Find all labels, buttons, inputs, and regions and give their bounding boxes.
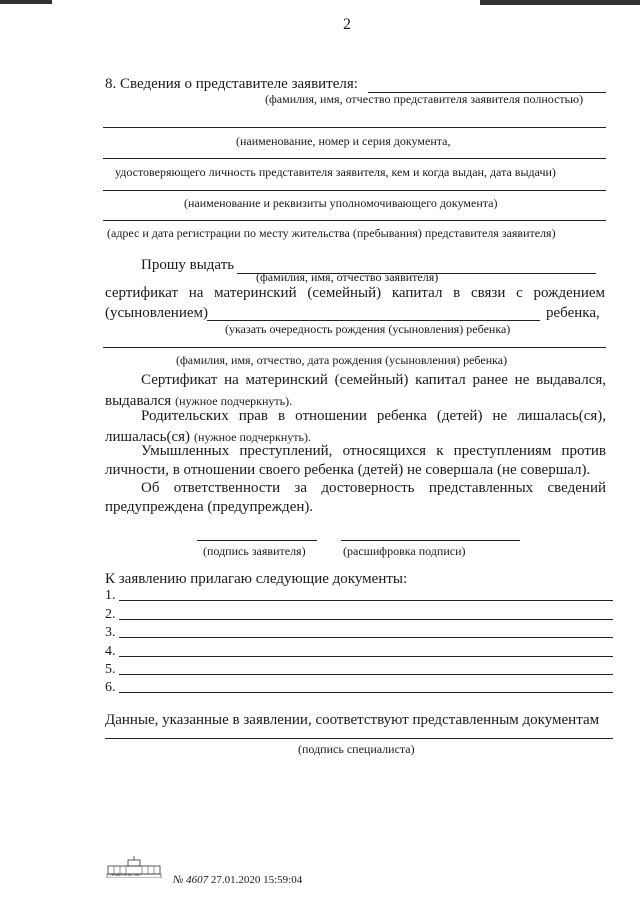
attachment-number: 5. <box>105 662 116 677</box>
attachments-heading: К заявлению прилагаю следующие документы: <box>105 571 408 587</box>
issue-label: Прошу выдать <box>141 257 235 273</box>
registration-stamp <box>173 874 302 886</box>
attachment-number: 1. <box>105 588 116 603</box>
child-details-field[interactable] <box>103 347 606 348</box>
government-logo <box>106 856 162 878</box>
attachment-field-1[interactable] <box>119 600 613 601</box>
specialist-signature-field[interactable] <box>105 738 613 739</box>
statement-1-line-1: Сертификат на материнский (семейный) капитал ранее не выдавался, <box>141 372 606 388</box>
statement-4-line-2: предупреждена (предупрежден). <box>105 499 314 515</box>
birth-order-field[interactable] <box>207 320 540 321</box>
hint-applicant-signature: (подпись заявителя) <box>203 544 306 558</box>
attachment-number: 6. <box>105 680 116 695</box>
adoption-label: (усыновлением) <box>105 305 208 321</box>
attachment-field-6[interactable] <box>119 692 613 693</box>
attachment-number: 3. <box>105 625 116 640</box>
signature-decode-field[interactable] <box>341 540 520 541</box>
section-8-heading: 8. Сведения о представителе заявителя: <box>105 76 358 92</box>
certificate-line: сертификат на материнский (семейный) капитал в связи с рождением <box>105 285 605 301</box>
hint-specialist-signature: (подпись специалиста) <box>298 742 415 756</box>
scan-artifact <box>0 0 52 4</box>
statement-4-line-1: Об ответственности за достоверность представленных сведений <box>141 480 606 496</box>
document-name-field[interactable] <box>103 127 606 128</box>
attachment-field-3[interactable] <box>119 637 613 638</box>
attachment-field-4[interactable] <box>119 656 613 657</box>
statement-2-option: лишалась(ся) <box>105 429 191 445</box>
hint-birth-order: (указать очередность рождения (усыновления) ребенка) <box>225 322 511 336</box>
attachment-number: 2. <box>105 607 116 622</box>
attachment-number: 4. <box>105 644 116 659</box>
stamp-datetime: 27.01.2020 15:59:04 <box>210 874 303 886</box>
page-number: 2 <box>343 16 351 33</box>
hint-document-details: удостоверяющего личность представителя заявителя, кем и когда выдан, дата выдачи) <box>115 165 556 179</box>
statement-2-note: (нужное подчеркнуть). <box>194 430 311 444</box>
logo-text: ПРАВИТЕЛЬСТВО <box>110 873 141 877</box>
statement-1-note: (нужное подчеркнуть). <box>175 394 293 408</box>
hint-applicant-name: (фамилия, имя, отчество заявителя) <box>256 270 439 284</box>
statement-3-line-2: личности, в отношении своего ребенка (детей) не совершала (не совершал). <box>105 462 591 478</box>
attachment-field-2[interactable] <box>119 619 613 620</box>
hint-address: (адрес и дата регистрации по месту жительства (пребывания) представителя заявителя) <box>107 226 556 240</box>
hint-authority-document: (наименование и реквизиты уполномочивающего документа) <box>184 196 498 210</box>
authority-document-field[interactable] <box>103 190 606 191</box>
statement-1-option: выдавался <box>105 393 172 409</box>
stamp-number: № 4607 <box>173 874 209 886</box>
address-field[interactable] <box>103 220 606 221</box>
hint-signature-decode: (расшифровка подписи) <box>343 544 466 558</box>
statement-2-line-1: Родительских прав в отношении ребенка (детей) не лишалась(ся), <box>141 408 606 424</box>
attachment-field-5[interactable] <box>119 674 613 675</box>
applicant-signature-field[interactable] <box>197 540 317 541</box>
hint-representative-name: (фамилия, имя, отчество представителя заявителя полностью) <box>265 92 584 106</box>
verification-statement: Данные, указанные в заявлении, соответствуют представленным документам <box>105 712 600 728</box>
scan-artifact <box>480 0 640 5</box>
statement-3-line-1: Умышленных преступлений, относящихся к преступлениям против <box>141 443 606 459</box>
hint-document: (наименование, номер и серия документа, <box>236 134 451 148</box>
child-word: ребенка, <box>546 305 600 321</box>
hint-child-details: (фамилия, имя, отчество, дата рождения (усыновления) ребенка) <box>176 353 508 367</box>
document-details-field[interactable] <box>103 158 606 159</box>
